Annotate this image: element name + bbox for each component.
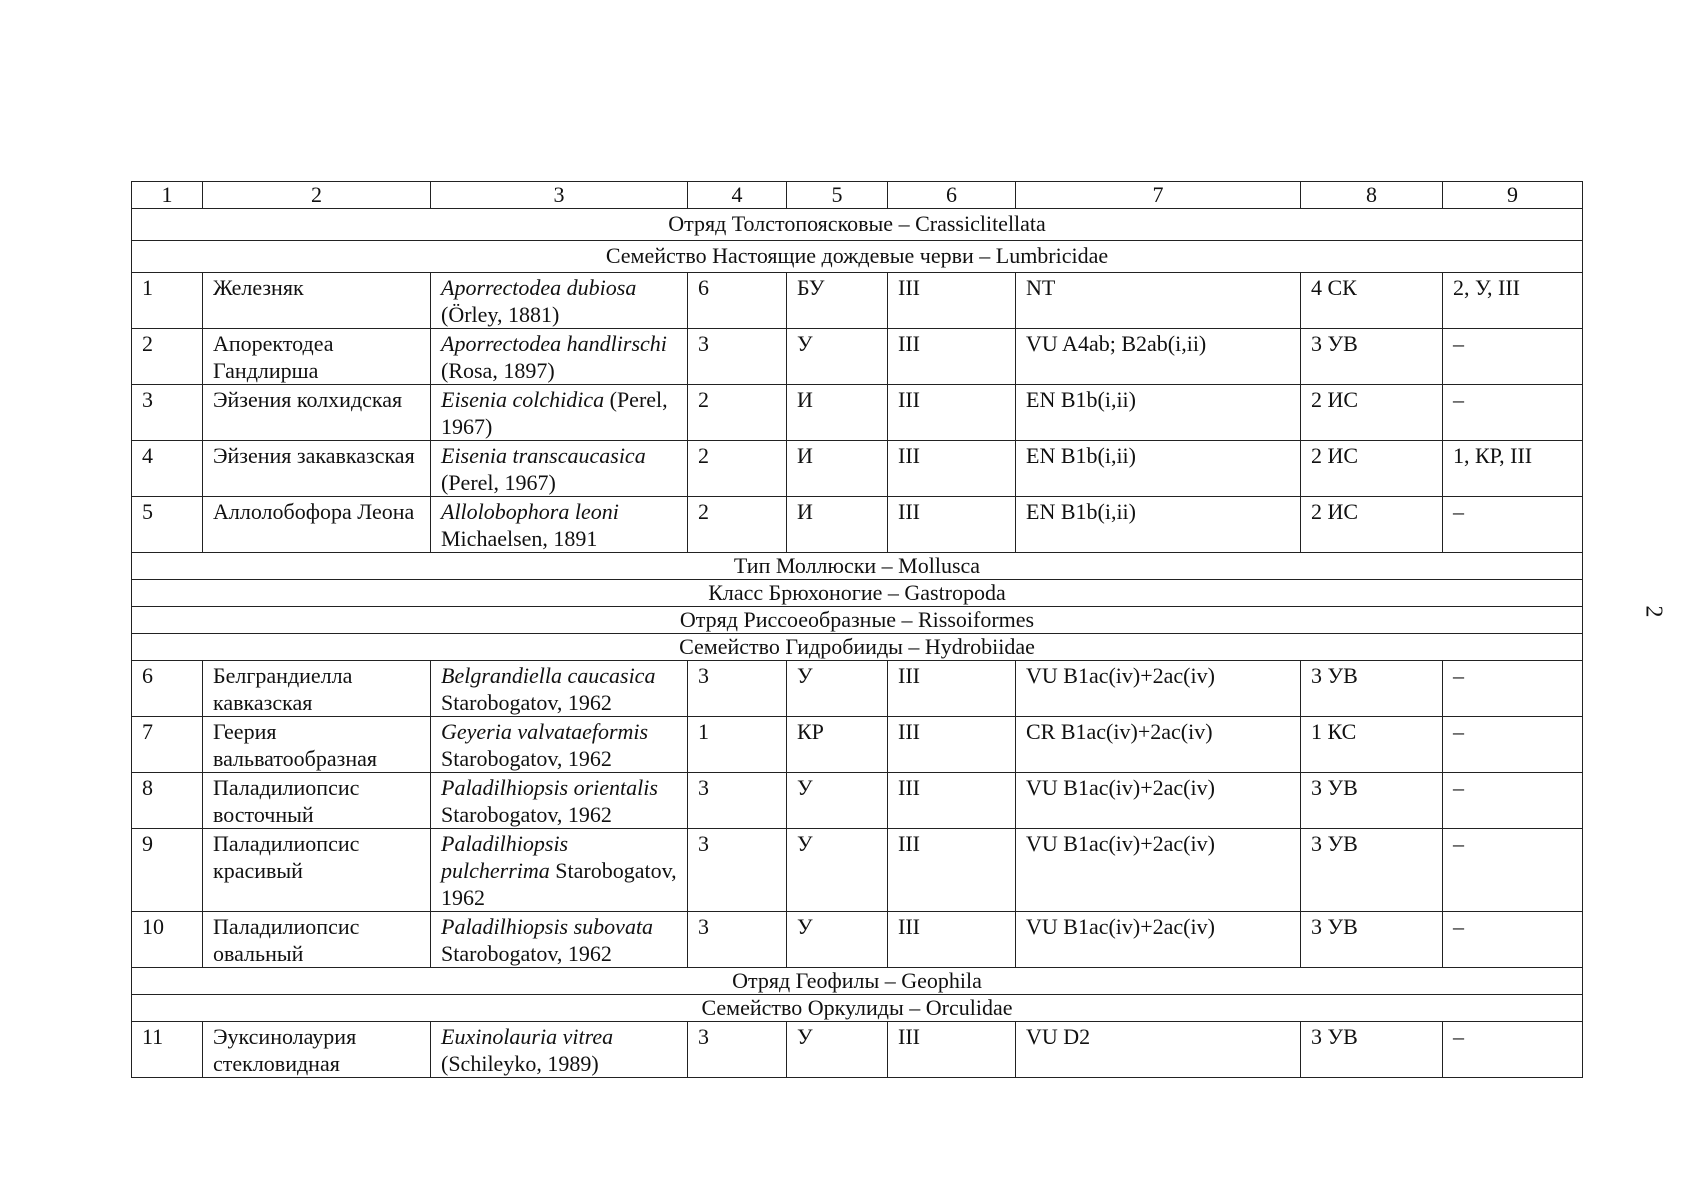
- status: БУ: [787, 273, 888, 329]
- russian-name: Геерия вальватообразная: [203, 717, 431, 773]
- col8-value: 1 КС: [1301, 717, 1443, 773]
- russian-name: Белграндиелла кавказская: [203, 661, 431, 717]
- col6-value: III: [888, 661, 1016, 717]
- table-row: [132, 273, 1583, 329]
- latin-name: Paladilhiopsis orientalis: [441, 775, 658, 800]
- col6-value: III: [888, 273, 1016, 329]
- row-number: 2: [132, 329, 203, 385]
- latin-name: Aporrectodea dubiosa: [441, 275, 637, 300]
- col8-value: 2 ИС: [1301, 441, 1443, 497]
- col8-value: 3 УВ: [1301, 1022, 1443, 1078]
- russian-name: Паладилиопсис красивый: [203, 829, 431, 912]
- latin-author: (Schileyko, 1989): [441, 1051, 599, 1076]
- latin-name: Eisenia transcaucasica: [441, 443, 646, 468]
- section-row: [132, 968, 1583, 995]
- row-number: 6: [132, 661, 203, 717]
- section-title: Семейство Оркулиды – Orculidae: [132, 995, 1583, 1022]
- page-number: 2: [1640, 605, 1667, 618]
- col6-value: III: [888, 497, 1016, 553]
- russian-name: Аллолобофора Леона: [203, 497, 431, 553]
- iucn-criteria: VU B1ac(iv)+2ac(iv): [1016, 661, 1301, 717]
- table-row: [132, 497, 1583, 553]
- col9-value: –: [1443, 385, 1583, 441]
- status: И: [787, 385, 888, 441]
- col6-value: III: [888, 441, 1016, 497]
- latin-name-cell: [431, 717, 688, 773]
- russian-name: Эйзения закавказская: [203, 441, 431, 497]
- section-row: [132, 241, 1583, 273]
- row-number: 1: [132, 273, 203, 329]
- section-title: Отряд Геофилы – Geophila: [132, 968, 1583, 995]
- latin-name: Belgrandiella caucasica: [441, 663, 656, 688]
- iucn-criteria: NT: [1016, 273, 1301, 329]
- row-number: 9: [132, 829, 203, 912]
- table-row: [132, 1022, 1583, 1078]
- latin-author: Michaelsen, 1891: [441, 526, 598, 551]
- latin-name: Eisenia colchidica: [441, 387, 605, 412]
- row-number: 5: [132, 497, 203, 553]
- latin-author: (Örley, 1881): [441, 302, 560, 327]
- latin-author: Starobogatov, 1962: [441, 690, 612, 715]
- section-title: Семейство Настоящие дождевые черви – Lumbricidae: [132, 241, 1583, 273]
- latin-author: Starobogatov, 1962: [441, 858, 677, 910]
- status: У: [787, 661, 888, 717]
- latin-author: Starobogatov, 1962: [441, 941, 612, 966]
- latin-author: Starobogatov, 1962: [441, 746, 612, 771]
- col6-value: III: [888, 385, 1016, 441]
- iucn-criteria: EN B1b(i,ii): [1016, 441, 1301, 497]
- table-row: [132, 773, 1583, 829]
- latin-name: Paladilhiopsis pulcherrima: [441, 831, 569, 883]
- row-number: 8: [132, 773, 203, 829]
- col6-value: III: [888, 717, 1016, 773]
- section-title: Отряд Толстопоясковые – Crassiclitellata: [132, 209, 1583, 241]
- section-title: Тип Моллюски – Mollusca: [132, 553, 1583, 580]
- latin-author: (Perel, 1967): [441, 470, 556, 495]
- column-number: 8: [1301, 182, 1443, 209]
- status: У: [787, 329, 888, 385]
- column-number: 3: [431, 182, 688, 209]
- col8-value: 3 УВ: [1301, 661, 1443, 717]
- latin-author: Starobogatov, 1962: [441, 802, 612, 827]
- section-row: [132, 995, 1583, 1022]
- section-row: [132, 209, 1583, 241]
- table-row: [132, 385, 1583, 441]
- table-row: [132, 717, 1583, 773]
- iucn-criteria: VU D2: [1016, 1022, 1301, 1078]
- russian-name: Эуксинолаурия стекловидная: [203, 1022, 431, 1078]
- col9-value: –: [1443, 661, 1583, 717]
- latin-name: Euxinolauria vitrea: [441, 1024, 614, 1049]
- column-number: 5: [787, 182, 888, 209]
- col9-value: –: [1443, 773, 1583, 829]
- col9-value: 2, У, III: [1443, 273, 1583, 329]
- table-row: [132, 661, 1583, 717]
- col9-value: –: [1443, 329, 1583, 385]
- latin-name: Geyeria valvataeformis: [441, 719, 649, 744]
- species-table: [131, 181, 1583, 1078]
- status: И: [787, 441, 888, 497]
- col8-value: 3 УВ: [1301, 329, 1443, 385]
- latin-name-cell: [431, 829, 688, 912]
- latin-name-cell: [431, 661, 688, 717]
- row-number: 3: [132, 385, 203, 441]
- table-row: [132, 329, 1583, 385]
- iucn-criteria: VU B1ac(iv)+2ac(iv): [1016, 912, 1301, 968]
- category: 1: [688, 717, 787, 773]
- category: 2: [688, 385, 787, 441]
- russian-name: Железняк: [203, 273, 431, 329]
- col8-value: 3 УВ: [1301, 773, 1443, 829]
- column-number: 4: [688, 182, 787, 209]
- category: 3: [688, 829, 787, 912]
- table-row: [132, 829, 1583, 912]
- latin-author: (Rosa, 1897): [441, 358, 555, 383]
- category: 3: [688, 773, 787, 829]
- col8-value: 2 ИС: [1301, 497, 1443, 553]
- col6-value: III: [888, 912, 1016, 968]
- col9-value: –: [1443, 829, 1583, 912]
- iucn-criteria: VU B1ac(iv)+2ac(iv): [1016, 829, 1301, 912]
- status: У: [787, 773, 888, 829]
- table-row: [132, 441, 1583, 497]
- category: 3: [688, 1022, 787, 1078]
- col6-value: III: [888, 1022, 1016, 1078]
- iucn-criteria: VU B1ac(iv)+2ac(iv): [1016, 773, 1301, 829]
- category: 2: [688, 441, 787, 497]
- col9-value: –: [1443, 717, 1583, 773]
- iucn-criteria: CR B1ac(iv)+2ac(iv): [1016, 717, 1301, 773]
- latin-name-cell: [431, 912, 688, 968]
- latin-name-cell: [431, 329, 688, 385]
- status: У: [787, 829, 888, 912]
- column-number-row: [132, 182, 1583, 209]
- section-row: [132, 553, 1583, 580]
- col9-value: –: [1443, 912, 1583, 968]
- section-row: [132, 607, 1583, 634]
- col9-value: –: [1443, 1022, 1583, 1078]
- col6-value: III: [888, 329, 1016, 385]
- category: 3: [688, 912, 787, 968]
- latin-name: Aporrectodea handlirschi: [441, 331, 667, 356]
- col6-value: III: [888, 773, 1016, 829]
- col8-value: 4 СК: [1301, 273, 1443, 329]
- section-row: [132, 634, 1583, 661]
- category: 3: [688, 329, 787, 385]
- latin-author: (Perel, 1967): [441, 387, 668, 439]
- iucn-criteria: EN B1b(i,ii): [1016, 497, 1301, 553]
- latin-name-cell: [431, 385, 688, 441]
- status: У: [787, 912, 888, 968]
- section-title: Класс Брюхоногие – Gastropoda: [132, 580, 1583, 607]
- category: 3: [688, 661, 787, 717]
- table-body: [132, 182, 1583, 1078]
- status: И: [787, 497, 888, 553]
- section-row: [132, 580, 1583, 607]
- latin-name-cell: [431, 1022, 688, 1078]
- russian-name: Апоректодеа Гандлирша: [203, 329, 431, 385]
- status: У: [787, 1022, 888, 1078]
- col6-value: III: [888, 829, 1016, 912]
- russian-name: Паладилиопсис восточный: [203, 773, 431, 829]
- latin-name-cell: [431, 441, 688, 497]
- section-title: Отряд Риссоеобразные – Rissoiformes: [132, 607, 1583, 634]
- row-number: 11: [132, 1022, 203, 1078]
- table-row: [132, 912, 1583, 968]
- row-number: 4: [132, 441, 203, 497]
- category: 6: [688, 273, 787, 329]
- col8-value: 3 УВ: [1301, 829, 1443, 912]
- status: КР: [787, 717, 888, 773]
- column-number: 2: [203, 182, 431, 209]
- row-number: 10: [132, 912, 203, 968]
- col9-value: –: [1443, 497, 1583, 553]
- column-number: 6: [888, 182, 1016, 209]
- category: 2: [688, 497, 787, 553]
- latin-name: Paladilhiopsis subovata: [441, 914, 654, 939]
- latin-name-cell: [431, 773, 688, 829]
- russian-name: Эйзения колхидская: [203, 385, 431, 441]
- latin-name: Allolobophora leoni: [441, 499, 619, 524]
- russian-name: Паладилиопсис овальный: [203, 912, 431, 968]
- column-number: 9: [1443, 182, 1583, 209]
- latin-name-cell: [431, 497, 688, 553]
- column-number: 1: [132, 182, 203, 209]
- latin-name-cell: [431, 273, 688, 329]
- column-number: 7: [1016, 182, 1301, 209]
- iucn-criteria: EN B1b(i,ii): [1016, 385, 1301, 441]
- section-title: Семейство Гидробииды – Hydrobiidae: [132, 634, 1583, 661]
- col8-value: 2 ИС: [1301, 385, 1443, 441]
- row-number: 7: [132, 717, 203, 773]
- col8-value: 3 УВ: [1301, 912, 1443, 968]
- iucn-criteria: VU A4ab; B2ab(i,ii): [1016, 329, 1301, 385]
- col9-value: 1, КР, III: [1443, 441, 1583, 497]
